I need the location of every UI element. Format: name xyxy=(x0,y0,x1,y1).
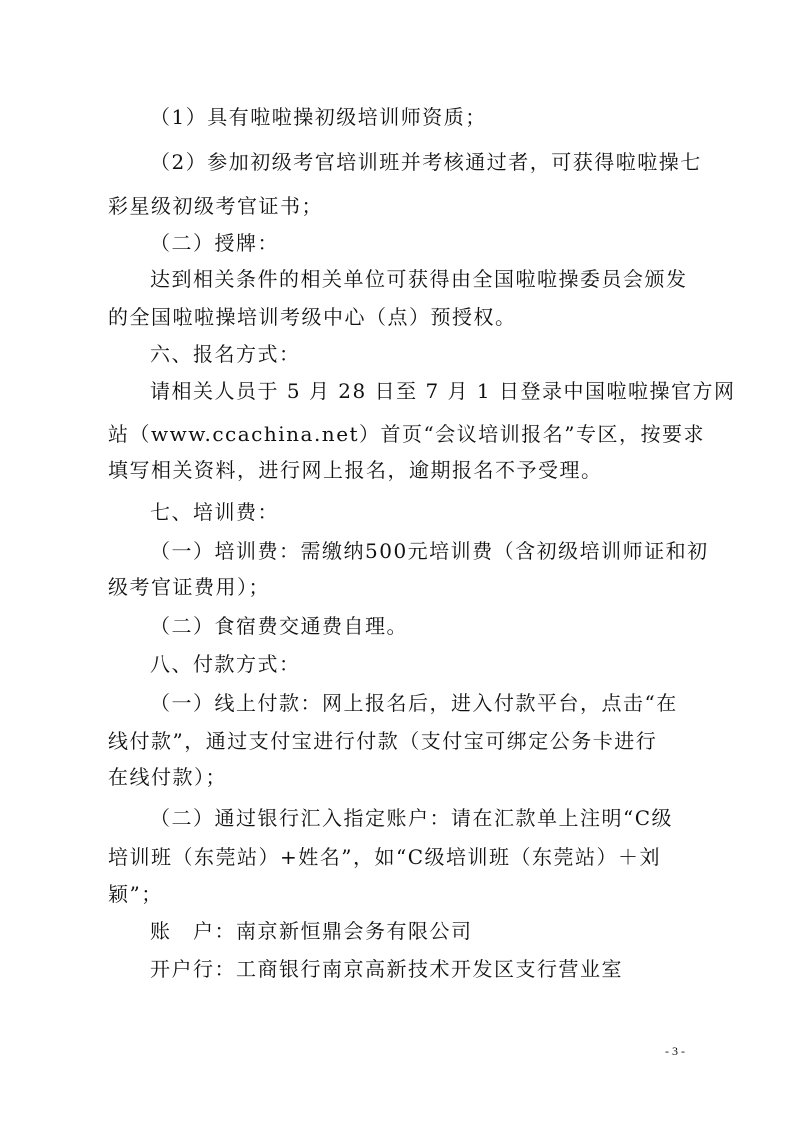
text-line-11: 七、培训费： xyxy=(150,500,279,524)
text-line-19: （二）通过银行汇入指定账户：请在汇款单上注明“C级 xyxy=(150,806,674,830)
text-line-3: 彩星级初级考官证书； xyxy=(108,194,323,218)
text-line-23: 开户行：工商银行南京高新技术开发区支行营业室 xyxy=(150,957,623,981)
text-line-22: 账 户：南京新恒鼎会务有限公司 xyxy=(150,919,473,943)
text-line-4: （二）授牌： xyxy=(150,231,279,255)
text-line-7: 六、报名方式： xyxy=(150,342,301,366)
text-line-15: 八、付款方式： xyxy=(150,652,301,676)
text-line-1: （1）具有啦啦操初级培训师资质； xyxy=(150,105,487,129)
text-line-17: 线付款”，通过支付宝进行付款（支付宝可绑定公务卡进行 xyxy=(108,729,658,753)
text-line-10: 填写相关资料，进行网上报名，逾期报名不予受理。 xyxy=(108,458,603,482)
text-line-13: 级考官证费用）； xyxy=(108,575,270,599)
text-line-14: （二）食宿费交通费自理。 xyxy=(150,614,408,638)
text-line-20: 培训班（东莞站）+姓名”，如“C级培训班（东莞站）＋刘 xyxy=(108,845,662,869)
page-number: - 3 - xyxy=(665,1044,685,1058)
text-line-6: 的全国啦啦操培训考级中心（点）预授权。 xyxy=(108,305,517,329)
text-line-5: 达到相关条件的相关单位可获得由全国啦啦操委员会颁发 xyxy=(150,267,688,291)
text-line-8: 请相关人员于 5 月 28 日至 7 月 1 日登录中国啦啦操官方网 xyxy=(150,379,736,403)
text-line-9: 站（www.ccachina.net）首页“会议培训报名”专区，按要求 xyxy=(108,422,706,446)
text-line-2: （2）参加初级考官培训班并考核通过者，可获得啦啦操七 xyxy=(150,150,702,174)
text-line-12: （一）培训费：需缴纳500元培训费（含初级培训师证和初 xyxy=(150,539,709,563)
text-line-21: 颖”； xyxy=(108,882,163,906)
text-line-18: 在线付款）； xyxy=(108,765,227,789)
text-line-16: （一）线上付款：网上报名后，进入付款平台，点击“在 xyxy=(150,691,678,715)
